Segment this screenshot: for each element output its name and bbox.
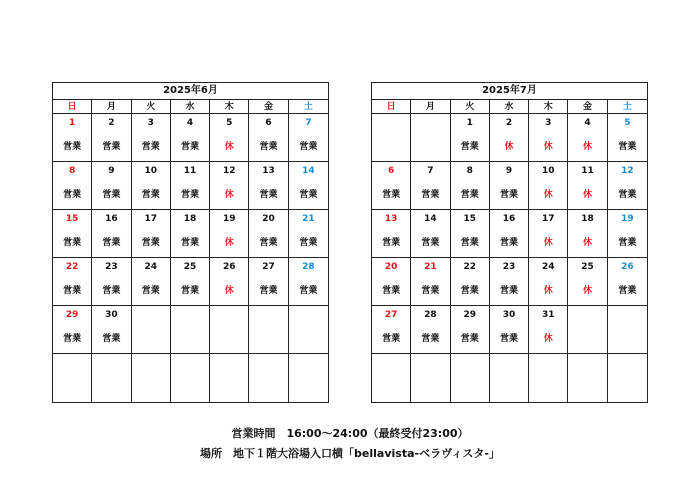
day-number: 22 xyxy=(463,262,476,272)
day-number: 28 xyxy=(302,262,315,272)
day-number: 26 xyxy=(621,262,634,272)
day-cell xyxy=(289,114,328,162)
day-number: 25 xyxy=(183,262,197,272)
day-cell xyxy=(529,210,568,258)
day-number: 10 xyxy=(542,166,555,176)
day-number: 15 xyxy=(463,214,476,224)
day-cell xyxy=(451,258,490,306)
day-number: 9 xyxy=(108,166,115,176)
day-number: 27 xyxy=(384,310,398,320)
day-cell xyxy=(249,258,288,306)
day-cell xyxy=(451,162,490,210)
day-cell xyxy=(568,162,607,210)
empty-cell xyxy=(372,354,411,402)
day-cell xyxy=(529,258,568,306)
day-number: 25 xyxy=(581,262,594,272)
day-status: 休 xyxy=(543,142,553,152)
day-number: 1 xyxy=(466,118,473,128)
day-status: 休 xyxy=(224,238,234,248)
weekday-header: 土 xyxy=(608,100,647,114)
day-number: 14 xyxy=(302,166,315,176)
day-status: 営業 xyxy=(259,238,278,248)
day-number: 12 xyxy=(621,166,634,176)
day-cell xyxy=(53,306,92,354)
day-status: 営業 xyxy=(299,286,318,296)
empty-cell xyxy=(490,354,529,402)
weekday-header: 火 xyxy=(132,100,171,114)
day-cell xyxy=(210,162,249,210)
day-number: 16 xyxy=(502,214,516,224)
day-number: 16 xyxy=(105,214,118,224)
day-cell xyxy=(568,210,607,258)
day-status: 営業 xyxy=(259,190,278,200)
calendar-july xyxy=(371,82,648,403)
empty-cell xyxy=(210,306,249,354)
day-number: 4 xyxy=(186,118,194,128)
day-cell xyxy=(568,258,607,306)
day-status: 営業 xyxy=(421,238,440,248)
day-cell xyxy=(53,258,92,306)
day-number: 17 xyxy=(144,214,157,224)
day-number: 19 xyxy=(223,214,236,224)
day-status: 営業 xyxy=(618,286,637,296)
day-status: 休 xyxy=(583,286,593,296)
day-status: 営業 xyxy=(141,190,160,200)
day-number: 24 xyxy=(542,262,555,272)
day-status: 営業 xyxy=(102,238,121,248)
day-cell xyxy=(210,258,249,306)
day-number: 13 xyxy=(384,214,398,224)
day-number: 20 xyxy=(262,214,275,224)
day-cell xyxy=(210,210,249,258)
day-status: 休 xyxy=(583,142,593,152)
day-status: 営業 xyxy=(63,334,82,344)
day-cell xyxy=(529,114,568,162)
day-status: 休 xyxy=(224,190,234,200)
day-cell xyxy=(608,210,647,258)
calendar-grid xyxy=(372,100,647,402)
day-status: 営業 xyxy=(102,190,121,200)
day-cell xyxy=(411,210,450,258)
day-status: 休 xyxy=(224,286,234,296)
day-cell xyxy=(53,114,92,162)
day-cell xyxy=(249,114,288,162)
day-cell xyxy=(490,306,529,354)
day-status: 営業 xyxy=(63,142,82,152)
day-cell xyxy=(490,162,529,210)
day-status: 営業 xyxy=(180,238,199,248)
empty-cell xyxy=(529,354,568,402)
day-number: 14 xyxy=(424,214,437,224)
day-status: 営業 xyxy=(382,286,401,296)
weekday-header: 水 xyxy=(490,100,529,114)
day-status: 営業 xyxy=(180,190,199,200)
day-status: 営業 xyxy=(259,142,278,152)
day-cell xyxy=(92,210,131,258)
day-status: 営業 xyxy=(102,334,121,344)
day-cell xyxy=(411,258,450,306)
day-cell xyxy=(53,210,92,258)
day-status: 営業 xyxy=(499,238,518,248)
day-status: 営業 xyxy=(299,190,318,200)
day-number: 30 xyxy=(105,310,118,320)
day-status: 営業 xyxy=(180,286,199,296)
day-cell xyxy=(171,210,210,258)
day-cell xyxy=(451,306,490,354)
day-status: 休 xyxy=(543,190,553,200)
day-number: 29 xyxy=(65,310,79,320)
day-status: 営業 xyxy=(460,238,479,248)
day-status: 営業 xyxy=(141,142,160,152)
day-cell xyxy=(289,162,328,210)
day-number: 30 xyxy=(502,310,516,320)
day-status: 営業 xyxy=(618,238,637,248)
day-number: 7 xyxy=(305,118,312,128)
day-cell xyxy=(132,210,171,258)
day-status: 休 xyxy=(583,190,593,200)
empty-cell xyxy=(289,306,328,354)
day-cell xyxy=(372,210,411,258)
day-number: 13 xyxy=(262,166,275,176)
day-cell xyxy=(411,162,450,210)
day-cell xyxy=(210,114,249,162)
day-cell xyxy=(372,306,411,354)
day-cell xyxy=(411,306,450,354)
day-status: 休 xyxy=(543,334,553,344)
day-number: 4 xyxy=(584,118,591,128)
day-cell xyxy=(490,210,529,258)
weekday-header: 木 xyxy=(210,100,249,114)
day-number: 8 xyxy=(466,166,473,176)
day-status: 営業 xyxy=(460,334,479,344)
day-status: 営業 xyxy=(63,286,82,296)
empty-cell xyxy=(411,354,450,402)
day-status: 営業 xyxy=(499,286,518,296)
calendar-title: 2025年7月 xyxy=(372,83,647,100)
day-number: 8 xyxy=(69,166,76,176)
day-number: 10 xyxy=(144,166,157,176)
day-cell xyxy=(568,114,607,162)
day-number: 5 xyxy=(226,118,233,128)
empty-cell xyxy=(92,354,131,402)
day-cell xyxy=(249,162,288,210)
day-status: 営業 xyxy=(618,142,637,152)
day-number: 31 xyxy=(542,310,555,320)
weekday-header: 水 xyxy=(171,100,210,114)
day-cell xyxy=(92,258,131,306)
day-cell xyxy=(608,114,647,162)
empty-cell xyxy=(451,354,490,402)
day-number: 29 xyxy=(463,310,476,320)
weekday-header: 月 xyxy=(411,100,450,114)
empty-cell xyxy=(568,306,607,354)
day-number: 22 xyxy=(65,262,79,272)
empty-cell xyxy=(249,306,288,354)
day-status: 営業 xyxy=(259,286,278,296)
empty-cell xyxy=(289,354,328,402)
day-status: 営業 xyxy=(499,334,518,344)
day-number: 7 xyxy=(427,166,434,176)
day-number: 27 xyxy=(262,262,275,272)
day-cell xyxy=(92,306,131,354)
weekday-header: 日 xyxy=(372,100,411,114)
day-cell xyxy=(92,162,131,210)
empty-cell xyxy=(372,114,411,162)
day-status: 休 xyxy=(583,238,593,248)
day-cell xyxy=(249,210,288,258)
day-number: 2 xyxy=(108,118,115,128)
day-status: 休 xyxy=(543,238,553,248)
day-number: 5 xyxy=(624,118,631,128)
day-cell xyxy=(171,162,210,210)
empty-cell xyxy=(608,306,647,354)
day-number: 24 xyxy=(144,262,157,272)
day-status: 営業 xyxy=(141,286,160,296)
day-number: 17 xyxy=(542,214,555,224)
calendar-title: 2025年6月 xyxy=(53,83,328,100)
weekday-header: 木 xyxy=(529,100,568,114)
day-status: 営業 xyxy=(421,190,440,200)
day-number: 1 xyxy=(69,118,76,128)
day-cell xyxy=(490,114,529,162)
day-cell xyxy=(92,114,131,162)
day-status: 休 xyxy=(504,142,514,152)
day-cell xyxy=(171,258,210,306)
empty-cell xyxy=(171,354,210,402)
day-number: 26 xyxy=(223,262,236,272)
day-status: 営業 xyxy=(382,190,401,200)
empty-cell xyxy=(132,354,171,402)
day-status: 営業 xyxy=(63,190,82,200)
day-number: 12 xyxy=(223,166,236,176)
empty-cell xyxy=(411,114,450,162)
day-number: 21 xyxy=(302,214,315,224)
day-cell xyxy=(372,162,411,210)
day-cell xyxy=(529,162,568,210)
day-cell xyxy=(372,258,411,306)
weekday-header: 日 xyxy=(53,100,92,114)
day-number: 3 xyxy=(545,118,552,128)
day-status: 営業 xyxy=(421,286,440,296)
day-cell xyxy=(451,114,490,162)
day-status: 休 xyxy=(224,142,234,152)
day-number: 15 xyxy=(65,214,79,224)
day-number: 19 xyxy=(621,214,634,224)
day-status: 営業 xyxy=(141,238,160,248)
day-status: 営業 xyxy=(382,334,401,344)
day-status: 営業 xyxy=(299,142,318,152)
day-number: 28 xyxy=(424,310,437,320)
day-number: 6 xyxy=(265,118,272,128)
day-cell xyxy=(289,258,328,306)
day-status: 営業 xyxy=(299,238,318,248)
day-cell xyxy=(53,162,92,210)
empty-cell xyxy=(568,354,607,402)
weekday-header: 金 xyxy=(249,100,288,114)
day-number: 2 xyxy=(505,118,513,128)
day-cell xyxy=(289,210,328,258)
day-cell xyxy=(529,306,568,354)
day-status: 営業 xyxy=(63,238,82,248)
day-number: 23 xyxy=(502,262,516,272)
empty-cell xyxy=(210,354,249,402)
day-number: 20 xyxy=(384,262,398,272)
empty-cell xyxy=(608,354,647,402)
calendar-june xyxy=(52,82,329,403)
business-hours-text: 営業時間 16:00～24:00（最終受付23:00） xyxy=(231,427,469,440)
day-number: 18 xyxy=(183,214,197,224)
day-cell xyxy=(171,114,210,162)
day-number: 21 xyxy=(424,262,437,272)
day-number: 11 xyxy=(581,166,594,176)
day-cell xyxy=(451,210,490,258)
day-status: 営業 xyxy=(460,286,479,296)
calendar-grid xyxy=(53,100,328,402)
day-number: 9 xyxy=(505,166,513,176)
empty-cell xyxy=(132,306,171,354)
day-status: 営業 xyxy=(102,142,121,152)
day-status: 営業 xyxy=(180,142,199,152)
day-status: 営業 xyxy=(460,142,479,152)
empty-cell xyxy=(249,354,288,402)
empty-cell xyxy=(171,306,210,354)
day-cell xyxy=(608,162,647,210)
day-status: 営業 xyxy=(102,286,121,296)
weekday-header: 火 xyxy=(451,100,490,114)
day-cell xyxy=(132,114,171,162)
weekday-header: 土 xyxy=(289,100,328,114)
empty-cell xyxy=(53,354,92,402)
day-status: 休 xyxy=(543,286,553,296)
location-text: 場所 地下１階大浴場入口横「bellavista-ベラヴィスタ-」 xyxy=(200,447,500,460)
day-status: 営業 xyxy=(421,334,440,344)
day-cell xyxy=(132,258,171,306)
day-number: 6 xyxy=(388,166,395,176)
day-status: 営業 xyxy=(618,190,637,200)
day-number: 11 xyxy=(183,166,197,176)
weekday-header: 金 xyxy=(568,100,607,114)
day-cell xyxy=(490,258,529,306)
weekday-header: 月 xyxy=(92,100,131,114)
day-status: 営業 xyxy=(382,238,401,248)
day-number: 23 xyxy=(105,262,118,272)
day-number: 3 xyxy=(147,118,154,128)
day-status: 営業 xyxy=(499,190,518,200)
day-number: 18 xyxy=(581,214,594,224)
day-status: 営業 xyxy=(460,190,479,200)
day-cell xyxy=(608,258,647,306)
day-cell xyxy=(132,162,171,210)
